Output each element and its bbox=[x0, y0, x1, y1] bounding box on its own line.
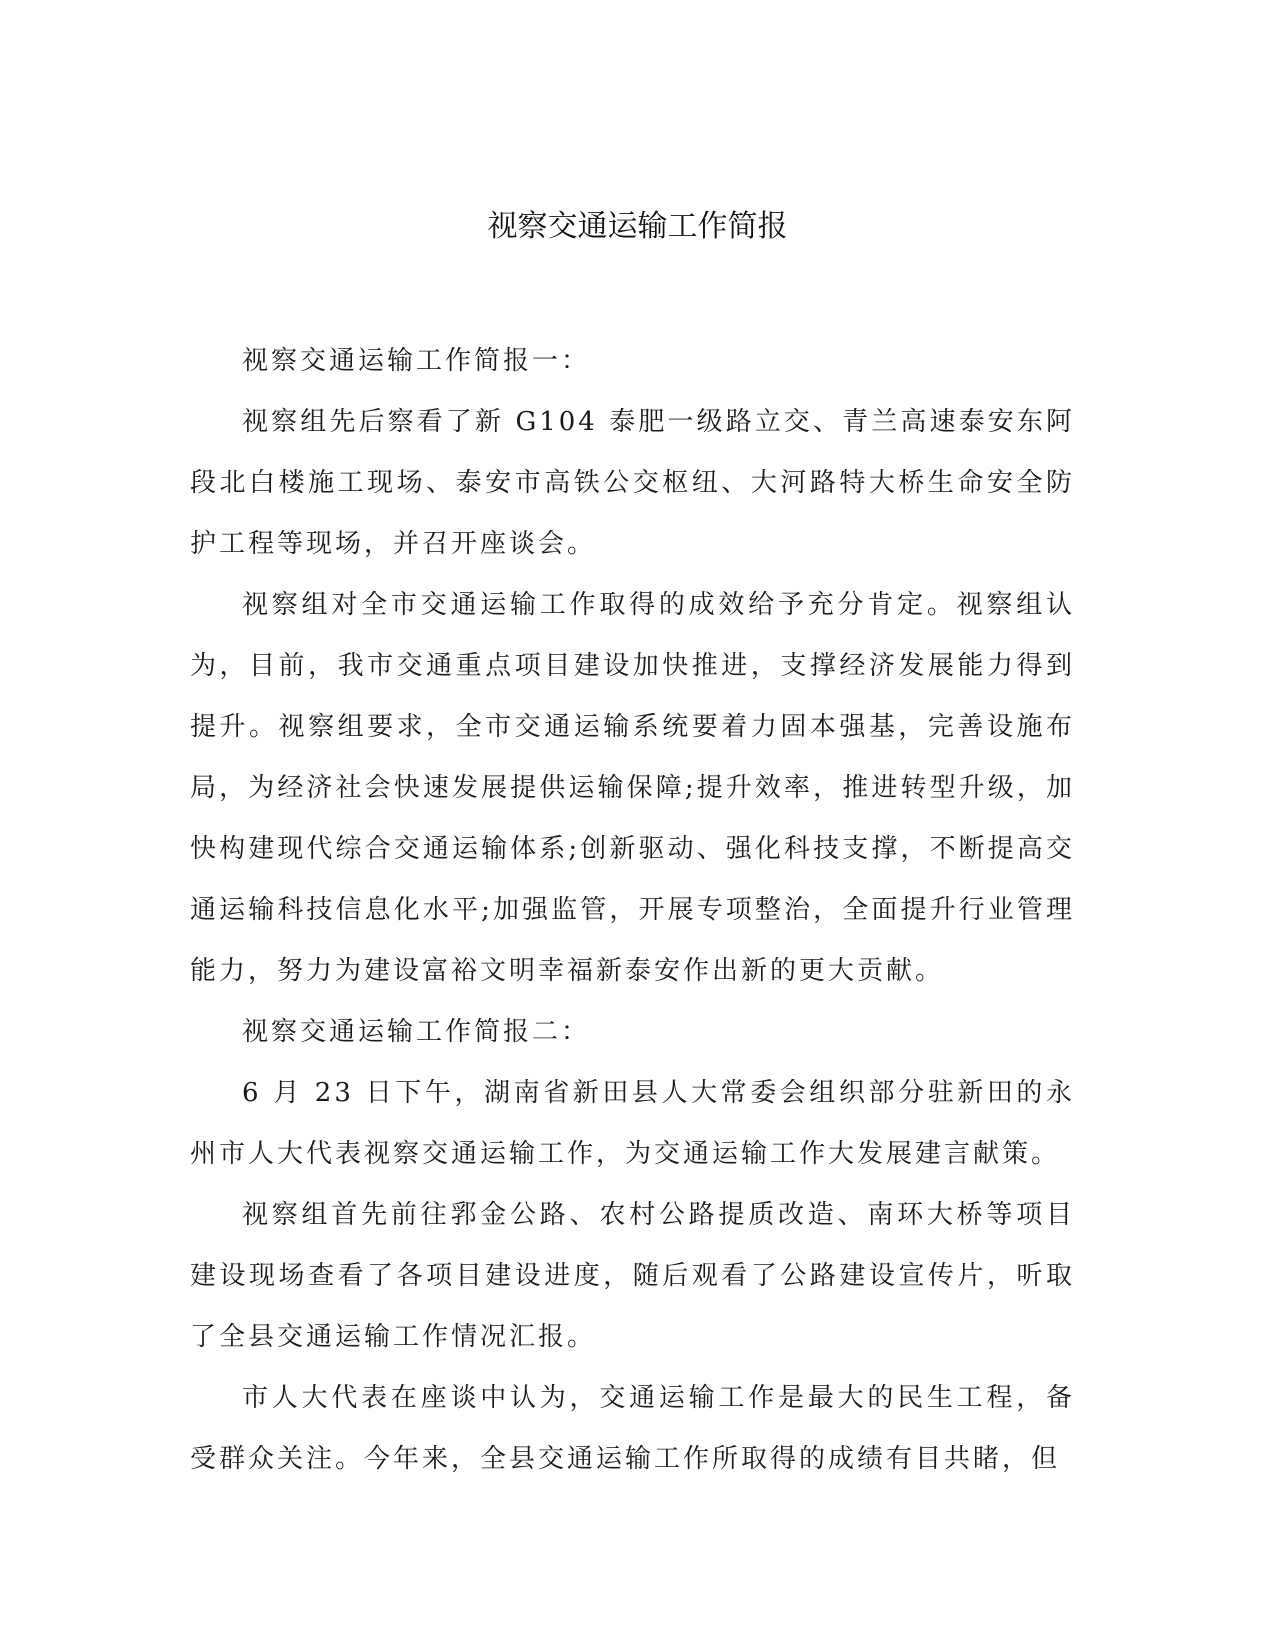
paragraph: 视察组首先前往郛金公路、农村公路提质改造、南环大桥等项目建设现场查看了各项目建设进度，随后观看了公路建设宣传片，听取了全县交通运输工作情况汇报。 bbox=[190, 1200, 1075, 1352]
paragraph: 视察组对全市交通运输工作取得的成效给予充分肯定。视察组认为，目前，我市交通重点项目建设加快推进，支撑经济发展能力得到提升。视察组要求，全市交通运输系统要着力固本强基，完善设施布局，为经济社会快速发展提供运输保障;提升效率，推进转型升级，加快构建现代综合交通运输体系;创新驱动、强化科技支撑，不断提高交通运输科技信息化水平;加强监管，开展专项整治，全面提升行业管理能力，努力为建设富裕文明幸福新泰安作出新的更大贡献。 bbox=[190, 590, 1075, 986]
document-title: 视察交通运输工作简报 bbox=[487, 209, 788, 244]
section-heading-2: 视察交通运输工作简报二： bbox=[242, 1017, 591, 1047]
paragraph: 6 月 23 日下午，湖南省新田县人大常委会组织部分驻新田的永州市人大代表视察交通运输工作，为交通运输工作大发展建言献策。 bbox=[190, 1078, 1075, 1169]
document-body bbox=[190, 331, 1075, 1490]
paragraph: 市人大代表在座谈中认为，交通运输工作是最大的民生工程，备受群众关注。今年来，全县交通运输工作所取得的成绩有目共睹，但 bbox=[190, 1383, 1075, 1474]
section-heading-1: 视察交通运输工作简报一： bbox=[242, 346, 591, 376]
paragraph: 视察组先后察看了新 G104 泰肥一级路立交、青兰高速泰安东阿段北白楼施工现场、泰安市高铁公交枢纽、大河路特大桥生命安全防护工程等现场，并召开座谈会。 bbox=[190, 407, 1075, 559]
